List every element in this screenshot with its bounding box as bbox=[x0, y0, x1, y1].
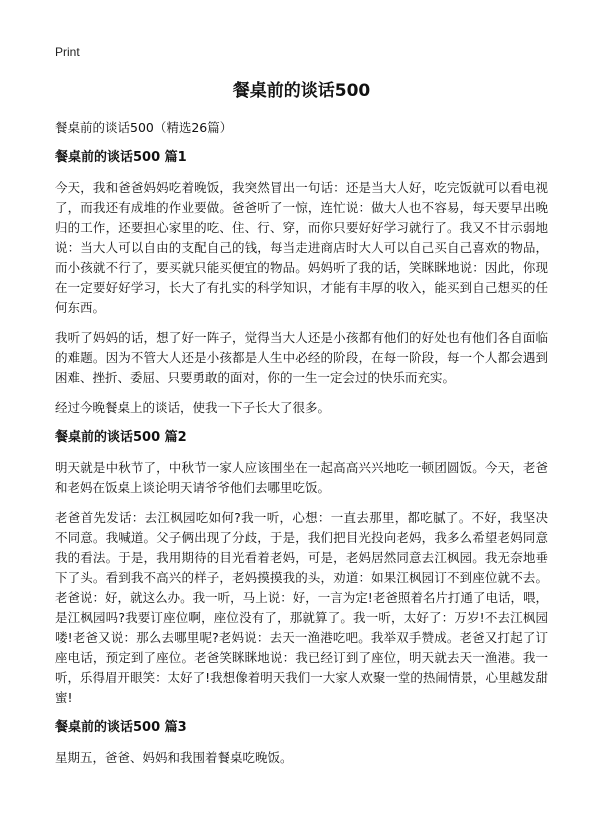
section-2 bbox=[55, 428, 548, 708]
paragraph: 经过今晚餐桌上的谈话，使我一下子长大了很多。 bbox=[55, 400, 331, 415]
section-heading: 餐桌前的谈话500 篇2 bbox=[55, 430, 187, 445]
section-heading: 餐桌前的谈话500 篇3 bbox=[55, 720, 187, 735]
section-1 bbox=[55, 148, 548, 418]
paragraph: 今天，我和爸爸妈妈吃着晚饭，我突然冒出一句话：还是当大人好，吃完饭就可以看电视了，而我还有成堆的作业要做。爸爸听了一惊，连忙说：做大人也不容易，每天要早出晚归的工作，还要担心家里的吃、住、行、穿，而你只要好好学习就行了。我又不甘示弱地说：当大人可以自由的支配自己的钱，每当走进商店时大人可以自己买自己喜欢的物品，而小孩就不行了，要买就只能买便宜的物品。妈妈听了我的话，笑眯眯地说：因此，你现在一定要好好学习，长大了有扎实的科学知识，才能有丰厚的收入，能买到自己想买的任何东西。 bbox=[55, 180, 548, 315]
section-3 bbox=[55, 718, 548, 768]
print-label[interactable]: Print bbox=[55, 45, 80, 59]
paragraph: 我听了妈妈的话，想了好一阵子，觉得当大人还是小孩都有他们的好处也有他们各自面临的难题。因为不管大人还是小孩都是人生中必经的阶段，在每一阶段，每一个人都会遇到困难、挫折、委屈、只要勇敢的面对，你的一生一定会过的快乐而充实。 bbox=[55, 330, 548, 385]
page-title: 餐桌前的谈话500 bbox=[232, 81, 371, 101]
page-subtitle: 餐桌前的谈话500（精选26篇） bbox=[55, 120, 233, 135]
paragraph: 老爸首先发话：去江枫园吃如何?我一听，心想：一直去那里，都吃腻了。不好，我坚决不同意。我喊道。父子俩出现了分歧，于是，我们把目光投向老妈，我多么希望老妈同意我的看法。于是，我用期待的目光看着老妈，可是，老妈居然同意去江枫园。我无奈地垂下了头。看到我不高兴的样子，老妈摸摸我的头，劝道：如果江枫园订不到座位就不去。老爸说：好，就这么办。我一听，马上说：好，一言为定!老爸照着名片打通了电话，喂，是江枫园吗?我要订座位啊，座位没有了，那就算了。我一听，太好了：万岁!不去江枫园喽!老爸又说：那么去哪里呢?老妈说：去天一渔港吃吧。我举双手赞成。老爸又打起了订座电话，预定到了座位。老爸笑眯眯地说：我已经订到了座位，明天就去天一渔港。我一听，乐得眉开眼笑：太好了!我想像着明天我们一大家人欢聚一堂的热闹情景，心里越发甜蜜! bbox=[55, 510, 548, 705]
paragraph: 星期五，爸爸、妈妈和我围着餐桌吃晚饭。 bbox=[55, 750, 293, 765]
paragraph: 明天就是中秋节了，中秋节一家人应该围坐在一起高高兴兴地吃一顿团圆饭。今天，老爸和老妈在饭桌上谈论明天请爷爷他们去哪里吃饭。 bbox=[55, 460, 548, 495]
section-heading: 餐桌前的谈话500 篇1 bbox=[55, 150, 187, 165]
